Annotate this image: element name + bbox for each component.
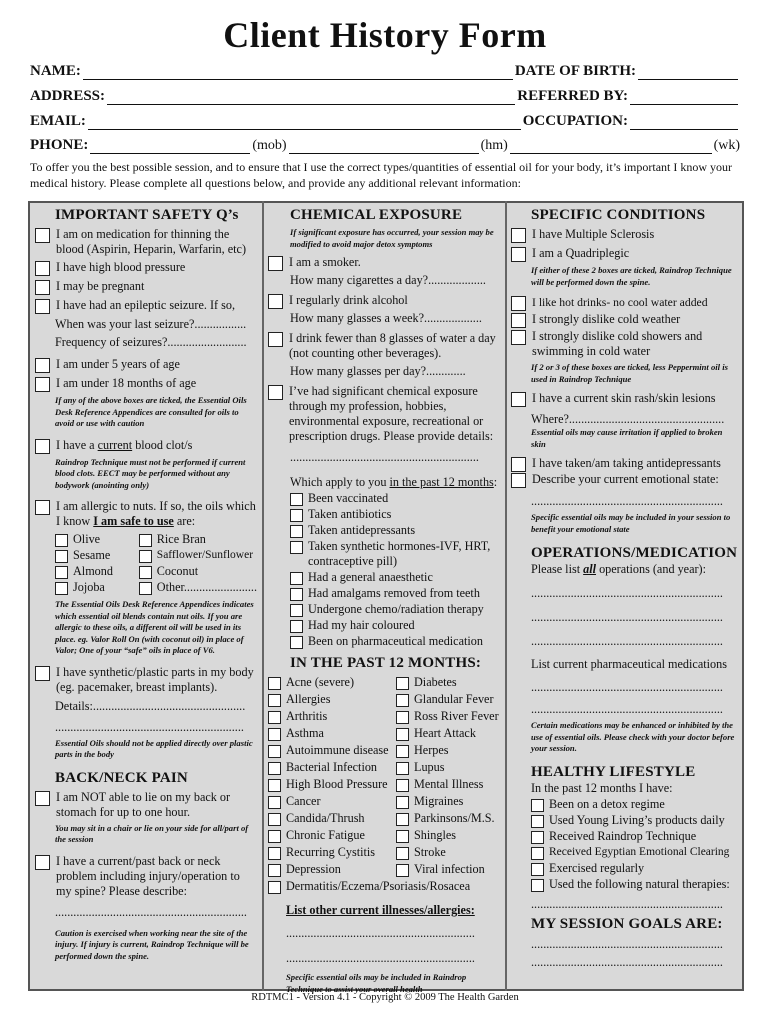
specific-q1: I have Multiple Sclerosis xyxy=(511,227,737,243)
checkbox[interactable] xyxy=(55,582,68,595)
checkbox[interactable] xyxy=(268,881,281,894)
checkbox[interactable] xyxy=(396,779,409,792)
address-field[interactable] xyxy=(107,91,515,105)
name-field[interactable] xyxy=(83,66,513,80)
checkbox[interactable] xyxy=(511,228,526,243)
specific-q3: I like hot drinks- no cool water added xyxy=(511,295,737,311)
past12-note: Specific essential oils may be included in Raindrop Technique to assist your overall health xyxy=(286,972,467,994)
mob-label: (mob) xyxy=(252,138,287,153)
checkbox[interactable] xyxy=(396,677,409,690)
checkbox[interactable] xyxy=(55,534,68,547)
checkbox[interactable] xyxy=(139,566,152,579)
condition-item: Herpes xyxy=(396,743,500,758)
skin-lesions-where[interactable]: Where?................................................... xyxy=(531,412,725,426)
checkbox[interactable] xyxy=(511,392,526,407)
chemical-q1: I am a smoker. xyxy=(268,255,500,271)
past12-heading: IN THE PAST 12 MONTHS: xyxy=(290,655,482,671)
medications-line[interactable]: ............................................................... xyxy=(531,680,723,694)
chemical-item: Been vaccinated xyxy=(290,491,500,506)
implant-details-line[interactable]: .............................................................. xyxy=(55,719,244,734)
specific-q7: I have taken/am taking antidepressants xyxy=(511,456,737,472)
safety-q8: I am allergic to nuts. If so, the oils which I know I am safe to use are: xyxy=(35,499,257,529)
conditions-grid xyxy=(268,673,500,877)
checkbox[interactable] xyxy=(290,620,303,633)
checkbox[interactable] xyxy=(35,377,50,392)
checkbox[interactable] xyxy=(35,500,50,515)
checkbox[interactable] xyxy=(290,636,303,649)
back-note-1: You may sit in a chair or lie on your side for all/part of the session xyxy=(55,822,249,844)
chemical-q2: I regularly drink alcohol xyxy=(268,293,500,309)
cigarettes-per-day[interactable]: How many cigarettes a day?................... xyxy=(290,273,486,287)
phone-hm-field[interactable] xyxy=(289,140,479,154)
column-divider-1 xyxy=(262,201,264,991)
checkbox[interactable] xyxy=(396,728,409,741)
condition-item: Viral infection xyxy=(396,862,500,877)
email-row xyxy=(30,110,740,130)
safety-note-1: If any of the above boxes are ticked, the Essential Oils Desk Reference Appendices are consulted for oils to avoid or use with caution xyxy=(55,395,247,428)
chemical-q3: I drink fewer than 8 glasses of water a day (not counting other beverages). xyxy=(268,331,500,361)
lifestyle-heading: HEALTHY LIFESTYLE xyxy=(531,763,696,780)
checkbox[interactable] xyxy=(531,879,544,892)
checkbox[interactable] xyxy=(35,228,50,243)
safety-q4: I have had an epileptic seizure. If so, xyxy=(35,298,257,314)
checkbox[interactable] xyxy=(35,261,50,276)
specific-note-3: Essential oils may cause irritation if applied to broken skin xyxy=(531,427,723,449)
checkbox[interactable] xyxy=(531,799,544,812)
referred-by-label: REFERRED BY: xyxy=(517,88,628,104)
checkbox[interactable] xyxy=(396,694,409,707)
checkbox[interactable] xyxy=(268,813,281,826)
checkbox[interactable] xyxy=(396,864,409,877)
wk-label: (wk) xyxy=(713,138,740,153)
checkbox[interactable] xyxy=(35,439,50,454)
phone-wk-field[interactable] xyxy=(510,140,712,154)
checkbox[interactable] xyxy=(268,332,283,347)
lifestyle-item: Used Young Living’s products daily xyxy=(531,813,737,828)
footer: RDTMC1 - Version 4.1 - Copyright © 2009 The Health Garden xyxy=(251,992,519,1003)
condition-item: Acne (severe) xyxy=(268,675,396,690)
referred-by-field[interactable] xyxy=(630,91,738,105)
back-q1: I am NOT able to lie on my back or stomach for up to one hour. xyxy=(35,790,257,820)
oil-option: Safflower/Sunflower xyxy=(139,548,257,563)
safety-note-4: Essential Oils should not be applied directly over plastic parts in the body xyxy=(55,737,253,759)
chemical-item: Taken antibiotics xyxy=(290,507,500,522)
checkbox[interactable] xyxy=(55,566,68,579)
specific-q8: Describe your current emotional state: xyxy=(511,472,737,488)
checkbox[interactable] xyxy=(290,604,303,617)
checkbox[interactable] xyxy=(290,572,303,585)
specific-note-1: If either of these 2 boxes are ticked, Raindrop Technique will be performed down the spine. xyxy=(531,265,732,287)
checkbox[interactable] xyxy=(268,830,281,843)
safety-q1: I am on medication for thinning the blood (Aspirin, Heparin, Warfarin, etc) xyxy=(35,227,257,257)
specific-note-4: Specific essential oils may be included in your session to benefit your emotional state xyxy=(531,512,731,534)
condition-item: Diabetes xyxy=(396,675,500,690)
intro-text: To offer you the best possible session, and to ensure that I use the correct types/quantities of essential oil for your body, it’s important I know your medical history. Please complete all questions below, and provide any additional relevant information: xyxy=(30,160,733,190)
specific-q5: I strongly dislike cold showers and swimming in cold water xyxy=(511,329,737,359)
chemical-item: Taken synthetic hormones-IVF, HRT, contraceptive pill) xyxy=(290,539,500,569)
condition-item: Allergies xyxy=(268,692,396,707)
name-row xyxy=(30,60,740,80)
goals-line[interactable]: ............................................................... xyxy=(531,936,723,951)
chemical-items xyxy=(268,491,500,649)
checkbox[interactable] xyxy=(268,779,281,792)
oil-option: Olive xyxy=(55,532,139,547)
operations-label: Please list all operations (and year): xyxy=(531,562,706,576)
dob-label: DATE OF BIRTH: xyxy=(514,63,636,79)
checkbox[interactable] xyxy=(396,762,409,775)
conditions-left xyxy=(268,673,396,877)
operations-heading: OPERATIONS/MEDICATION xyxy=(531,545,738,561)
back-q2: I have a current/past back or neck problem including injury/operation to my spine? Please describe: xyxy=(35,854,257,899)
oil-option: Jojoba xyxy=(55,580,139,595)
address-row xyxy=(30,85,740,105)
name-label: NAME: xyxy=(30,63,81,79)
phone-mob-field[interactable] xyxy=(90,140,250,154)
checkbox[interactable] xyxy=(268,796,281,809)
column-divider-2 xyxy=(505,201,507,991)
checkbox[interactable] xyxy=(139,582,152,595)
occupation-field[interactable] xyxy=(630,116,738,130)
operations-line[interactable]: ............................................................... xyxy=(531,586,723,600)
conditions-right xyxy=(396,673,500,877)
oil-options xyxy=(35,531,257,595)
condition-item: Glandular Fever xyxy=(396,692,500,707)
safety-note-3: The Essential Oils Desk Reference Appendices indicates which essential oil blends contain nut oils. If you are allergic to these oils, a different oil will be used in its place. eg. Valor Roll On (with coconut oil) in place of Valor; One of your “safe” oils in place of V6. xyxy=(55,599,254,655)
oil-option: Coconut xyxy=(139,564,257,579)
condition-item: Autoimmune disease xyxy=(268,743,396,758)
seizure-last[interactable]: When was your last seizure?................. xyxy=(55,317,247,331)
safety-heading: IMPORTANT SAFETY Q’s xyxy=(55,207,239,223)
condition-item: Bacterial Infection xyxy=(268,760,396,775)
checkbox[interactable] xyxy=(531,815,544,828)
checkbox[interactable] xyxy=(531,863,544,876)
specific-q2: I am a Quadriplegic xyxy=(511,246,737,262)
lifestyle-item: Exercised regularly xyxy=(531,861,737,876)
checkbox[interactable] xyxy=(35,299,50,314)
condition-item: Recurring Cystitis xyxy=(268,845,396,860)
operations-line[interactable]: ............................................................... xyxy=(531,634,723,648)
implant-details[interactable]: Details:.................................................. xyxy=(55,698,246,713)
dob-field[interactable] xyxy=(638,66,738,80)
condition-item: Asthma xyxy=(268,726,396,741)
condition-item: Parkinsons/M.S. xyxy=(396,811,500,826)
goals-line[interactable]: ............................................................... xyxy=(531,954,723,969)
specific-q4: I strongly dislike cold weather xyxy=(511,312,737,328)
lifestyle-intro: In the past 12 months I have: xyxy=(531,780,673,795)
operations-note: Certain medications may be enhanced or inhibited by the use of essential oils. Please check with your doctor before your session. xyxy=(531,720,735,753)
lifestyle-items xyxy=(511,797,737,892)
hm-label: (hm) xyxy=(480,138,508,153)
other-illnesses-label: List other current illnesses/allergies: xyxy=(286,903,475,917)
chemical-heading: CHEMICAL EXPOSURE xyxy=(290,207,463,223)
condition-item: Shingles xyxy=(396,828,500,843)
specific-q6: I have a current skin rash/skin lesions xyxy=(511,391,737,407)
condition-item: Chronic Fatigue xyxy=(268,828,396,843)
medications-label: List current pharmaceutical medications xyxy=(531,657,727,671)
goals-heading: MY SESSION GOALS ARE: xyxy=(531,915,723,932)
checkbox[interactable] xyxy=(268,694,281,707)
safety-q7: I have a current blood clot/s xyxy=(35,438,257,454)
chemical-item: Had my hair coloured xyxy=(290,618,500,633)
safety-q2: I have high blood pressure xyxy=(35,260,257,276)
checkbox[interactable] xyxy=(268,385,283,400)
email-field[interactable] xyxy=(88,116,521,130)
seizure-frequency[interactable]: Frequency of seizures?.......................... xyxy=(55,335,247,349)
safety-q3: I may be pregnant xyxy=(35,279,257,295)
safety-q5: I am under 5 years of age xyxy=(35,357,257,373)
condition-item: Dermatitis/Eczema/Psoriasis/Rosacea xyxy=(268,879,500,894)
checkbox[interactable] xyxy=(55,550,68,563)
condition-item: Candida/Thrush xyxy=(268,811,396,826)
checkbox[interactable] xyxy=(396,847,409,860)
condition-item: Stroke xyxy=(396,845,500,860)
safety-q6: I am under 18 months of age xyxy=(35,376,257,392)
lifestyle-item: Received Egyptian Emotional Clearing xyxy=(531,845,737,860)
checkbox[interactable] xyxy=(290,541,303,554)
checkbox[interactable] xyxy=(511,330,526,345)
safety-q9: I have synthetic/plastic parts in my body (eg. pacemaker, breast implants). xyxy=(35,665,257,695)
condition-item: High Blood Pressure xyxy=(268,777,396,792)
chemical-item: Had a general anaesthetic xyxy=(290,570,500,585)
checkbox[interactable] xyxy=(511,473,526,488)
checkbox[interactable] xyxy=(35,791,50,806)
medications-line[interactable]: ............................................................... xyxy=(531,702,723,716)
past-12-label: Which apply to you in the past 12 months: xyxy=(290,475,498,489)
condition-item: Arthritis xyxy=(268,709,396,724)
checkbox[interactable] xyxy=(290,493,303,506)
checkbox[interactable] xyxy=(268,864,281,877)
back-details-line[interactable]: ............................................................... xyxy=(55,904,247,919)
condition-item: Depression xyxy=(268,862,396,877)
lifestyle-item: Used the following natural therapies: xyxy=(531,877,737,892)
natural-therapies-line[interactable]: ............................................................... xyxy=(531,896,723,911)
checkbox[interactable] xyxy=(531,847,544,860)
lifestyle-item: Been on a detox regime xyxy=(531,797,737,812)
checkbox[interactable] xyxy=(268,847,281,860)
chemical-note: If significant exposure has occurred, your session may be modified to avoid major detox symptoms xyxy=(290,227,494,249)
safety-note-2: Raindrop Technique must not be performed if current blood clots. EECT may be performed without any bodywork (anointing only) xyxy=(55,456,246,490)
checkbox[interactable] xyxy=(531,831,544,844)
checkbox[interactable] xyxy=(396,745,409,758)
oil-option: Other........................ xyxy=(139,580,257,595)
exposure-details-line[interactable]: .............................................................. xyxy=(290,450,479,464)
checkbox[interactable] xyxy=(35,358,50,373)
condition-item: Heart Attack xyxy=(396,726,500,741)
chemical-item: Been on pharmaceutical medication xyxy=(290,634,500,649)
checkbox[interactable] xyxy=(139,534,152,547)
phone-label: PHONE: xyxy=(30,137,89,153)
checkbox[interactable] xyxy=(290,525,303,538)
checkbox[interactable] xyxy=(290,588,303,601)
checkbox[interactable] xyxy=(511,313,526,328)
checkbox[interactable] xyxy=(268,728,281,741)
condition-item: Ross River Fever xyxy=(396,709,500,724)
checkbox[interactable] xyxy=(35,855,50,870)
checkbox[interactable] xyxy=(35,280,50,295)
checkbox[interactable] xyxy=(35,666,50,681)
checkbox[interactable] xyxy=(511,457,526,472)
oil-option: Almond xyxy=(55,564,139,579)
checkbox[interactable] xyxy=(268,294,283,309)
form-title: Client History Form xyxy=(223,15,547,55)
condition-item: Lupus xyxy=(396,760,500,775)
checkbox[interactable] xyxy=(268,711,281,724)
condition-item: Cancer xyxy=(268,794,396,809)
checkbox[interactable] xyxy=(268,762,281,775)
checkbox[interactable] xyxy=(290,509,303,522)
email-label: EMAIL: xyxy=(30,113,86,129)
chemical-item: Undergone chemo/radiation therapy xyxy=(290,602,500,617)
other-illnesses-line[interactable]: .............................................................. xyxy=(286,951,475,965)
checkbox[interactable] xyxy=(268,677,281,690)
back-note-2: Caution is exercised when working near the site of the injury. If injury is current, Raindrop Technique will be performed down the spine. xyxy=(55,927,249,961)
other-illnesses-line[interactable]: .............................................................. xyxy=(286,926,475,940)
column-chemical xyxy=(268,204,500,995)
operations-line[interactable]: ............................................................... xyxy=(531,610,723,624)
specific-heading: SPECIFIC CONDITIONS xyxy=(531,207,706,223)
checkbox[interactable] xyxy=(139,550,152,563)
water-per-day[interactable]: How many glasses per day?............. xyxy=(290,364,466,378)
back-heading: BACK/NECK PAIN xyxy=(55,769,188,786)
column-specific xyxy=(511,204,737,970)
checkbox[interactable] xyxy=(268,745,281,758)
lifestyle-item: Received Raindrop Technique xyxy=(531,829,737,844)
checkbox[interactable] xyxy=(396,830,409,843)
checkbox[interactable] xyxy=(268,256,283,271)
occupation-label: OCCUPATION: xyxy=(522,113,628,129)
chemical-item: Taken antidepressants xyxy=(290,523,500,538)
specific-note-2: If 2 or 3 of these boxes are ticked, less Peppermint oil is used in Raindrop Technique xyxy=(531,362,728,384)
alcohol-per-week[interactable]: How many glasses a week?................... xyxy=(290,311,482,325)
checkbox[interactable] xyxy=(396,796,409,809)
checkbox[interactable] xyxy=(511,296,526,311)
checkbox[interactable] xyxy=(511,247,526,262)
checkbox[interactable] xyxy=(396,813,409,826)
address-label: ADDRESS: xyxy=(30,88,106,104)
oil-option: Sesame xyxy=(55,548,139,563)
chemical-q4: I’ve had significant chemical exposure through my profession, hobbies, environmental exposure, recreational or prescription drugs. Please provide details: xyxy=(268,384,500,444)
emotional-state-line[interactable]: ............................................................... xyxy=(531,494,723,508)
phone-row xyxy=(30,134,740,154)
oil-option: Rice Bran xyxy=(139,532,257,547)
column-safety xyxy=(35,204,257,962)
checkbox[interactable] xyxy=(396,711,409,724)
condition-item: Migraines xyxy=(396,794,500,809)
chemical-item: Had amalgams removed from teeth xyxy=(290,586,500,601)
condition-item: Mental Illness xyxy=(396,777,500,792)
